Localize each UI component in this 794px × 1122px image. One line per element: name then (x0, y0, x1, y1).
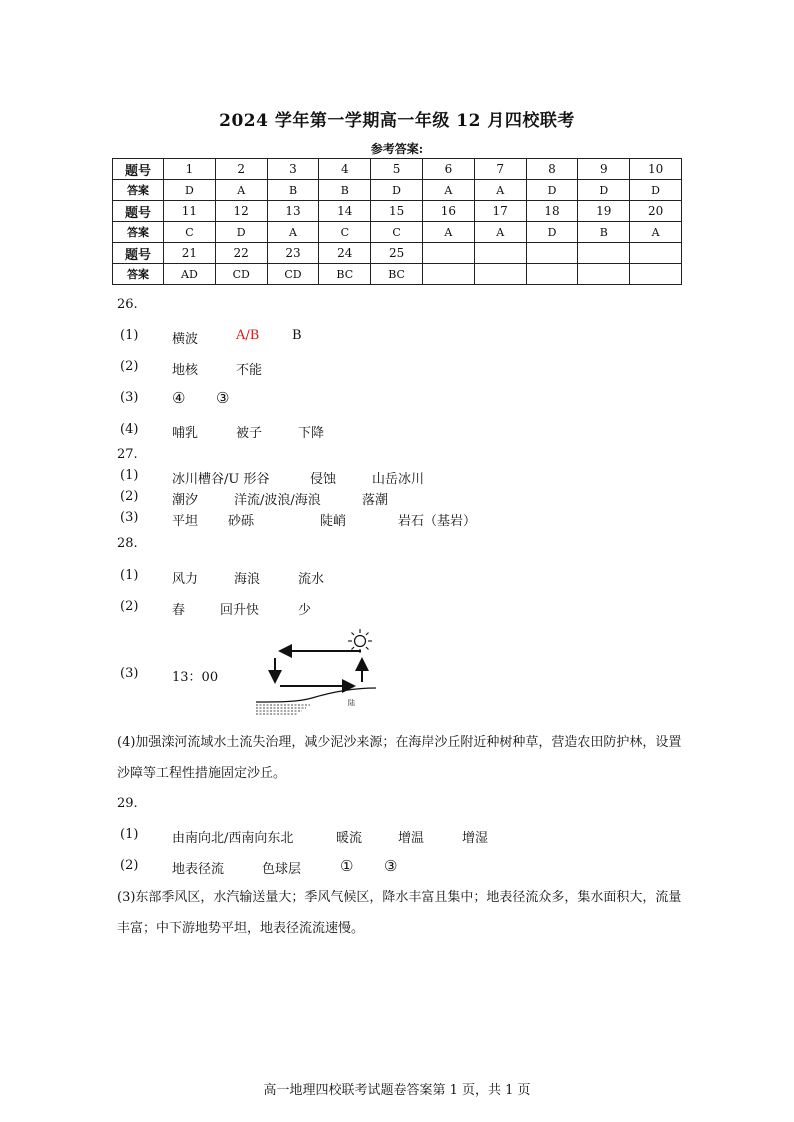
table-cell: 24 (319, 243, 371, 264)
table-cell: 23 (267, 243, 319, 264)
sea-land-breeze-diagram (250, 626, 382, 720)
table-cell: D (371, 180, 423, 201)
table-cell: AD (164, 264, 216, 285)
table-cell: 16 (422, 201, 474, 222)
q26-4-answer-1: 哺乳 (172, 426, 199, 441)
table-cell: BC (319, 264, 371, 285)
q29-2-answer-1: 地表径流 (172, 862, 225, 877)
table-cell: B (578, 222, 630, 243)
question-number-row (113, 159, 682, 180)
table-cell: CD (215, 264, 267, 285)
q26-number: 26. (117, 297, 138, 312)
q29-number: 29. (117, 796, 138, 811)
table-cell: 25 (371, 243, 423, 264)
coastline (256, 688, 376, 702)
sea-water (256, 705, 310, 714)
q26-3-answer-2: ③ (216, 389, 230, 407)
table-cell: 22 (215, 243, 267, 264)
sun-icon (348, 629, 372, 653)
q28-1-answer-1: 风力 (172, 572, 199, 587)
q28-1-answer-2: 海浪 (234, 572, 261, 587)
q26-3-label: (3) (120, 390, 139, 405)
table-cell (474, 264, 526, 285)
q26-4-label: (4) (120, 422, 139, 437)
answer-row (113, 222, 682, 243)
question-number-row (113, 243, 682, 264)
table-cell: A (630, 222, 682, 243)
table-cell (422, 264, 474, 285)
q27-3-label: (3) (120, 510, 139, 525)
table-cell: 17 (474, 201, 526, 222)
q28-1-label: (1) (120, 568, 139, 583)
q27-2-answer-2: 洋流/波浪/海浪 (234, 493, 321, 508)
q27-1-answer-3: 山岳冰川 (372, 472, 425, 487)
q28-4-answer: (4)加强滦河流域水土流失治理，减少泥沙来源；在海岸沙丘附近种树种草，营造农田防护林，设置沙障等工程性措施固定沙丘。 (117, 735, 682, 781)
q28-3-label: (3) (120, 666, 139, 681)
table-cell: 7 (474, 159, 526, 180)
table-cell: 8 (526, 159, 578, 180)
table-cell: 15 (371, 201, 423, 222)
table-cell: 9 (578, 159, 630, 180)
table-cell: 1 (164, 159, 216, 180)
table-cell (474, 243, 526, 264)
page-title: 2024 学年第一学期高一年级 12 月四校联考 (219, 111, 575, 131)
table-cell: CD (267, 264, 319, 285)
table-cell: A (422, 180, 474, 201)
answer-row (113, 180, 682, 201)
table-cell: D (164, 180, 216, 201)
q26-2-answer-1: 地核 (172, 363, 199, 378)
table-cell: A (215, 180, 267, 201)
table-cell: C (164, 222, 216, 243)
q29-2-answer-3: ① (340, 857, 354, 875)
row-header: 答案 (113, 180, 164, 201)
table-cell (526, 264, 578, 285)
q26-1-label: (1) (120, 328, 139, 343)
table-cell: B (319, 180, 371, 201)
table-cell (630, 243, 682, 264)
table-cell: D (630, 180, 682, 201)
table-cell: 3 (267, 159, 319, 180)
answer-row (113, 264, 682, 285)
q28-2-label: (2) (120, 599, 139, 614)
answer-table (112, 158, 682, 285)
q27-3-answer-2: 砂砾 (228, 514, 255, 529)
q26-4-answer-3: 下降 (298, 426, 325, 441)
table-cell: C (319, 222, 371, 243)
q26-2-answer-2: 不能 (236, 363, 263, 378)
table-cell: A (474, 222, 526, 243)
row-header: 题号 (113, 159, 164, 180)
table-cell: 11 (164, 201, 216, 222)
table-cell: 13 (267, 201, 319, 222)
q27-1-answer-1: 冰川槽谷/U 形谷 (172, 472, 270, 487)
table-cell: 19 (578, 201, 630, 222)
row-header: 题号 (113, 201, 164, 222)
q28-2-answer-1: 春 (172, 603, 186, 618)
q26-1-answer-3: B (292, 328, 302, 343)
q28-2-answer-2: 回升快 (220, 603, 260, 618)
q29-2-answer-4: ③ (384, 857, 398, 875)
table-cell: A (474, 180, 526, 201)
table-cell: 2 (215, 159, 267, 180)
table-cell: 21 (164, 243, 216, 264)
row-header: 答案 (113, 222, 164, 243)
q26-4-answer-2: 被子 (236, 426, 263, 441)
table-cell (578, 243, 630, 264)
q27-number: 27. (117, 447, 138, 462)
q27-3-answer-4: 岩石（基岩） (398, 514, 477, 529)
table-cell: C (371, 222, 423, 243)
q29-1-answer-1: 由南向北/西南向东北 (172, 831, 294, 846)
q27-2-answer-1: 潮汐 (172, 493, 199, 508)
table-cell: 12 (215, 201, 267, 222)
q28-number: 28. (117, 536, 138, 551)
table-cell: A (422, 222, 474, 243)
q27-3-answer-3: 陡峭 (320, 514, 347, 529)
table-cell: 6 (422, 159, 474, 180)
answer-key-heading: 参考答案: (370, 142, 424, 156)
table-cell: 18 (526, 201, 578, 222)
table-cell: 20 (630, 201, 682, 222)
table-cell: B (267, 180, 319, 201)
table-cell: D (215, 222, 267, 243)
table-cell (526, 243, 578, 264)
page-footer: 高一地理四校联考试题卷答案第 1 页，共 1 页 (263, 1083, 531, 1098)
q28-1-answer-3: 流水 (298, 572, 325, 587)
table-cell: 10 (630, 159, 682, 180)
q27-2-answer-3: 落潮 (362, 493, 389, 508)
table-cell: D (526, 222, 578, 243)
table-cell: 4 (319, 159, 371, 180)
table-cell: D (578, 180, 630, 201)
q29-1-label: (1) (120, 827, 139, 842)
q28-3-answer-1: 13：00 (172, 670, 219, 685)
q26-1-answer-1: 横波 (172, 332, 199, 347)
table-cell (422, 243, 474, 264)
question-number-row (113, 201, 682, 222)
table-cell: D (526, 180, 578, 201)
table-cell: 14 (319, 201, 371, 222)
table-cell: BC (371, 264, 423, 285)
q28-2-answer-3: 少 (298, 603, 312, 618)
q26-2-label: (2) (120, 359, 139, 374)
q29-1-answer-3: 增温 (398, 831, 425, 846)
table-cell: A (267, 222, 319, 243)
q29-1-answer-4: 增湿 (462, 831, 489, 846)
q29-1-answer-2: 暖流 (336, 831, 363, 846)
table-cell (630, 264, 682, 285)
table-cell: 5 (371, 159, 423, 180)
q29-3-answer: (3)东部季风区，水汽输送量大；季风气候区，降水丰富且集中；地表径流众多，集水面积大，流量丰富；中下游地势平坦，地表径流流速慢。 (117, 890, 682, 936)
q27-2-label: (2) (120, 489, 139, 504)
land-label: 陆 (348, 699, 355, 707)
q29-2-answer-2: 色球层 (262, 862, 302, 877)
q26-1-answer-2: A/B (236, 328, 260, 343)
q26-3-answer-1: ④ (172, 389, 186, 407)
q27-1-label: (1) (120, 468, 139, 483)
q29-2-label: (2) (120, 858, 139, 873)
row-header: 题号 (113, 243, 164, 264)
q27-1-answer-2: 侵蚀 (310, 472, 337, 487)
table-cell (578, 264, 630, 285)
row-header: 答案 (113, 264, 164, 285)
q27-3-answer-1: 平坦 (172, 514, 199, 529)
